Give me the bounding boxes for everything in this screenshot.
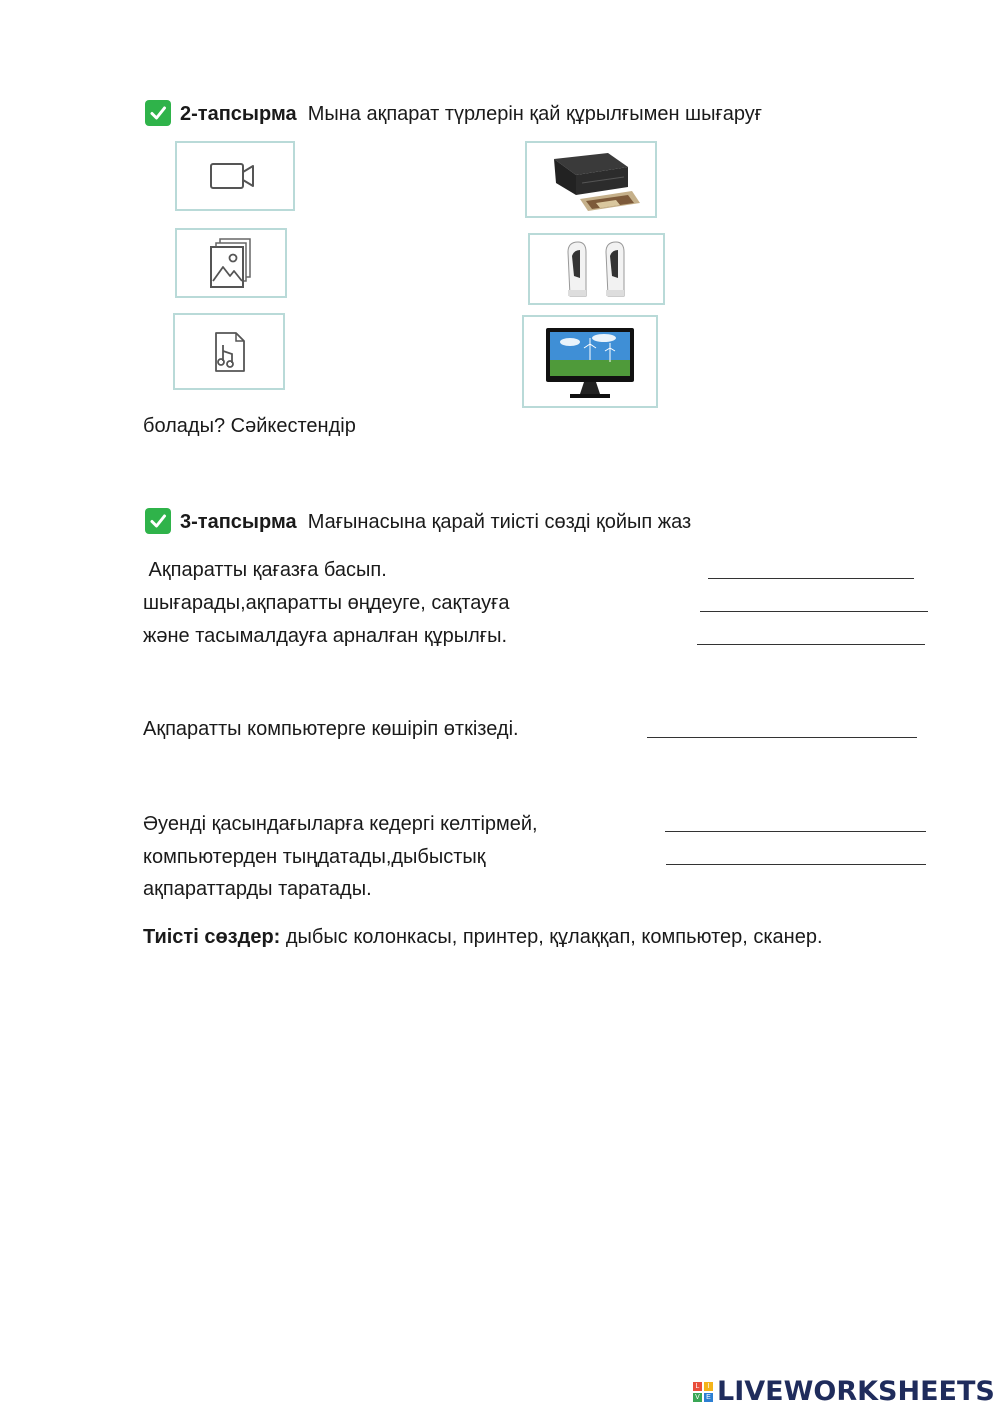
card-printer[interactable]	[525, 141, 657, 218]
printer-icon	[536, 147, 646, 213]
logo-letter: L	[693, 1382, 702, 1391]
image-gallery-icon	[196, 233, 266, 293]
item3-line1: Әуенді қасындағыларға кедергі келтірмей,	[143, 813, 538, 835]
task3-text: Мағынасына қарай тиісті сөзді қойып жаз	[307, 511, 692, 533]
task2-heading	[180, 102, 762, 126]
audio-file-icon	[204, 327, 254, 377]
card-image[interactable]	[175, 228, 287, 298]
logo-mark-icon	[693, 1382, 713, 1402]
card-monitor[interactable]	[522, 315, 658, 408]
checkmark-icon	[145, 100, 171, 126]
monitor-icon	[540, 324, 640, 400]
logo-letter: E	[704, 1393, 713, 1402]
answer-line[interactable]	[697, 644, 925, 645]
liveworksheets-logo	[693, 1376, 995, 1407]
item3-line2: компьютерден тыңдатады,дыбыстық	[143, 846, 486, 868]
item3-line3: ақпараттарды таратады.	[143, 878, 372, 900]
word-bank-words: дыбыс колонкасы, принтер, құлаққап, компьютер, сканер.	[280, 926, 823, 948]
item1-line1: Ақпаратты қағазға басып.	[143, 559, 387, 581]
task3-title: 3-тапсырма	[180, 511, 297, 533]
word-bank-label: Тиісті сөздер:	[143, 926, 281, 948]
speakers-icon	[552, 236, 642, 302]
logo-text: LIVEWORKSHEETS	[717, 1376, 995, 1407]
video-camera-icon	[205, 156, 265, 196]
checkmark-icon	[145, 508, 171, 534]
task2-text: Мына ақпарат түрлерін қай құрылғымен шығаруғ	[307, 103, 763, 125]
answer-line[interactable]	[647, 737, 917, 738]
answer-line[interactable]	[708, 578, 914, 579]
task2-title: 2-тапсырма	[180, 103, 297, 125]
card-speakers[interactable]	[528, 233, 665, 305]
item2-line1: Ақпаратты компьютерге көшіріп өткізеді.	[143, 718, 519, 740]
logo-letter: V	[693, 1393, 702, 1402]
item1-line3: және тасымалдауға арналған құрылғы.	[143, 625, 507, 647]
item1-line2: шығарады,ақпаратты өңдеуге, сақтауға	[143, 592, 510, 614]
word-bank	[143, 925, 823, 949]
card-audio[interactable]	[173, 313, 285, 390]
answer-line[interactable]	[665, 831, 926, 832]
card-video[interactable]	[175, 141, 295, 211]
task3-heading	[180, 510, 691, 534]
answer-line[interactable]	[666, 864, 926, 865]
answer-line[interactable]	[700, 611, 928, 612]
task2-continuation: болады? Сәйкестендір	[143, 415, 356, 437]
logo-letter: I	[704, 1382, 713, 1391]
